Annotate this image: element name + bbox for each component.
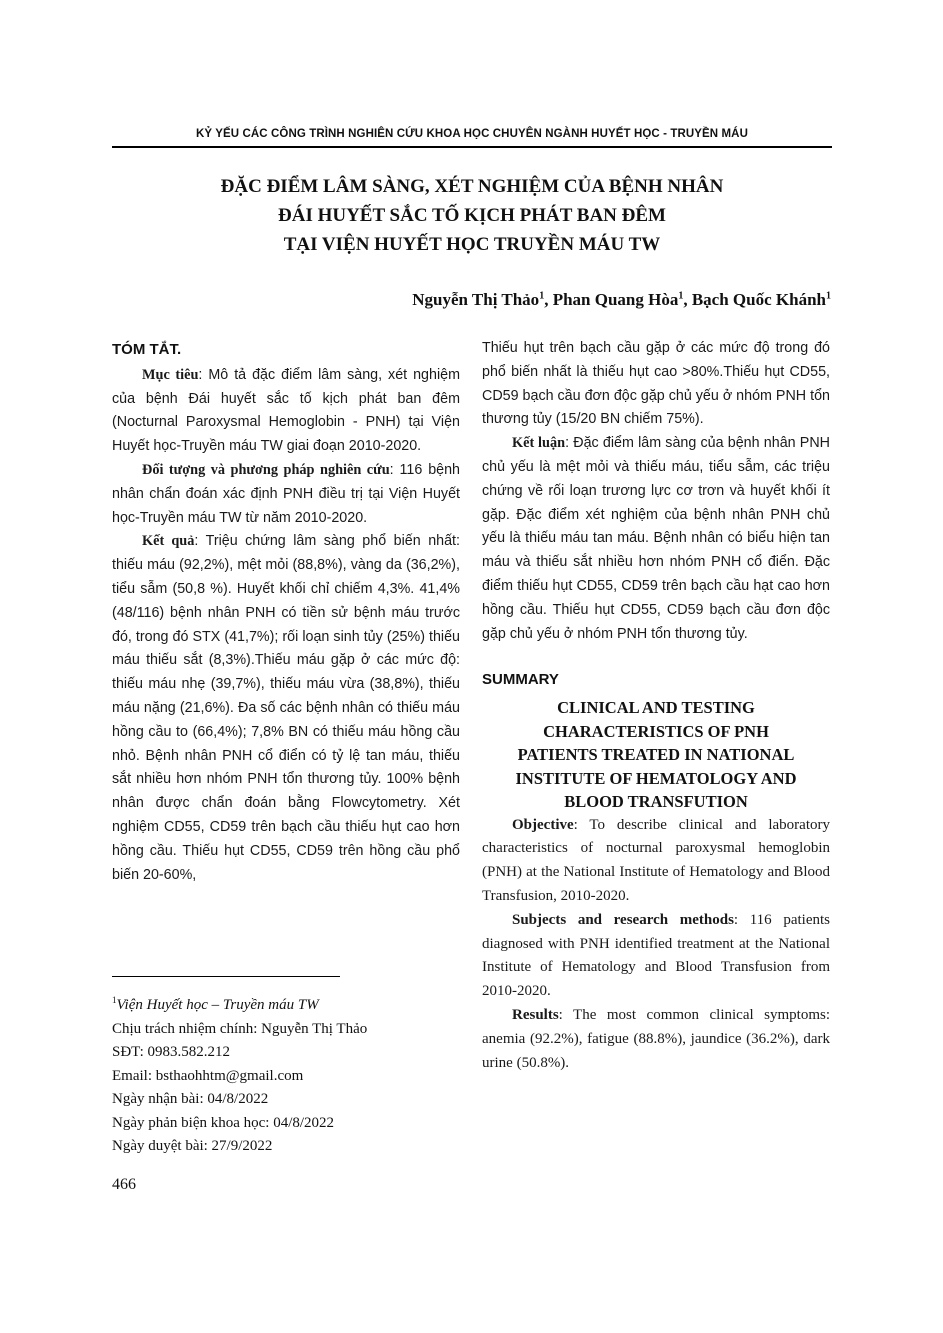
footnote-received: Ngày nhận bài: 04/8/2022	[112, 1091, 269, 1107]
summary-methods-text: : 116 patients diagnosed with PNH identified treatment at the National Institute of Hematology and Blood Transfusion from 2010-2020.	[482, 911, 830, 1000]
abstract-vi-results-continued: Thiếu hụt trên bạch cầu gặp ở các mức độ trong đó phổ biến nhất là thiếu hụt cao >80%.Thiếu hụt CD55, CD59 bạch cầu đơn độc gặp chủ yếu ở nhóm PNH tổn thương tủy (15/20 BN chiếm 75%).	[482, 340, 830, 428]
footnote-affiliation	[112, 989, 460, 1018]
results-label: Kết quả	[142, 533, 195, 550]
footnote-rule	[112, 976, 340, 977]
running-header: KỶ YẾU CÁC CÔNG TRÌNH NGHIÊN CỨU KHOA HỌC CHUYÊN NGÀNH HUYẾT HỌC - TRUYỀN MÁU	[195, 128, 748, 140]
footnote-affiliation-text: Viện Huyết học – Truyền máu TW	[116, 997, 319, 1013]
summary-methods-label: Subjects and research methods	[512, 911, 734, 928]
footnote-email: Email: bsthaohhtm@gmail.com	[112, 1067, 304, 1084]
abstract-vi-methods	[112, 459, 460, 530]
conclusion-label: Kết luận	[512, 435, 566, 452]
abstract-vi-results	[112, 530, 460, 887]
methods-label: Đối tượng và phương pháp nghiên cứu	[142, 461, 390, 478]
summary-title-line-1: CLINICAL AND TESTING	[557, 698, 755, 718]
conclusion-text: : Đặc điểm lâm sàng của bệnh nhân PNH chủ yếu là mệt mỏi và thiếu máu, tiểu sẫm, các triệu chứng về rối loạn trương lực cơ trơn và huyết khối ít gặp. Đặc điểm xét nghiệm của bệnh nhân PNH chủ yếu là thiếu máu tan máu. Bệnh nhân có biểu hiện tan máu và thiếu sắt nhiều hơn nhóm PNH cổ điển. Đặc điểm thiếu hụt CD55, CD59 trên bạch cầu hạt cao hơn hồng cầu. Thiếu hụt CD55, CD59 bạch cầu đơn độc gặp chủ yếu ở nhóm PNH tổn thương tủy.	[482, 435, 830, 642]
results-text: : Triệu chứng lâm sàng phổ biến nhất: thiếu máu (92,2%), mệt mỏi (88,8%), vàng da (36,2%), tiểu sẫm (50,8 %). Huyết khối chỉ chiếm 4,3%. 41,4% (48/116) bệnh nhân PNH có tiền sử bệnh máu trước đó, trong đó STX (41,7%); rối loạn sinh tủy (25%) thiếu máu thiếu sắt (8,3%).Thiếu máu gặp ở các mức độ: thiếu máu nhẹ (39,7%), thiếu máu vừa (38,8%), thiếu máu nặng (21,6%). Đa số các bệnh nhân có thiếu máu hồng cầu to (66,4%); 7,8% BN có thiếu máu hồng cầu nhỏ. Bệnh nhân PNH cổ điển có tỷ lệ tan máu, thiếu sắt nhiều hơn nhóm PNH tổn thương tủy. 100% bệnh nhân được chẩn đoán bằng Flowcytometry. Xét nghiệm CD55, CD59 trên bạch cầu thiếu hụt cao hơn hồng cầu. Thiếu hụt CD55, CD59 trên hồng cầu phổ biến 20-60%,	[112, 533, 460, 883]
abstract-vi-objective	[112, 364, 460, 459]
author-name: Nguyễn Thị Thảo	[412, 290, 540, 309]
summary-title	[482, 696, 830, 814]
abstract-vi-heading: TÓM TẮT.	[112, 341, 182, 358]
objective-text: : Mô tả đặc điểm lâm sàng, xét nghiệm của bệnh Đái huyết sắc tố kịch phát ban đêm (Nocturnal Paroxysmal Hemoglobin - PNH) tại Viện Huyết học-Truyền máu TW giai đoạn 2010-2020.	[112, 366, 460, 455]
author-separator: ,	[544, 290, 553, 309]
footnote-phone: SĐT: 0983.582.212	[112, 1044, 231, 1060]
footnote-affiliation-mark: 1	[112, 995, 117, 1005]
author-separator: ,	[683, 290, 692, 309]
summary-objective-text: : To describe clinical and laboratory characteristics of nocturnal paroxysmal hemoglobin (PNH) at the National Institute of Hematology and Blood Transfusion, 2010-2020.	[482, 816, 830, 905]
footnote-reviewed: Ngày phản biện khoa học: 04/8/2022	[112, 1114, 335, 1131]
title-line-3: TẠI VIỆN HUYẾT HỌC TRUYỀN MÁU TW	[283, 234, 661, 255]
article-title	[112, 172, 832, 259]
summary-title-line-5: BLOOD TRANSFUTION	[564, 792, 748, 812]
left-column	[112, 332, 460, 887]
summary-title-line-3: PATIENTS TREATED IN NATIONAL	[517, 745, 795, 765]
page-number: 466	[112, 1176, 136, 1193]
author-name: Bạch Quốc Khánh	[691, 290, 826, 309]
objective-label: Mục tiêu	[142, 366, 199, 383]
title-line-2: ĐÁI HUYẾT SẮC TỐ KỊCH PHÁT BAN ĐÊM	[278, 205, 666, 226]
summary-results-text: : The most common clinical symptoms: anemia (92.2%), fatigue (88.8%), jaundice (36.2%), dark urine (50.8%).	[482, 1007, 830, 1071]
title-line-1: ĐẶC ĐIỂM LÂM SÀNG, XÉT NGHIỆM CỦA BỆNH NHÂN	[220, 176, 724, 197]
summary-title-line-2: CHARACTERISTICS OF PNH	[543, 721, 769, 741]
footnote-responsible: Chịu trách nhiệm chính: Nguyễn Thị Thảo	[112, 1020, 368, 1037]
author-affiliation-mark: 1	[678, 290, 684, 302]
right-column	[482, 337, 830, 1075]
author-affiliation-mark: 1	[539, 290, 545, 302]
summary-methods	[482, 909, 830, 1004]
summary-title-line-4: INSTITUTE OF HEMATOLOGY AND	[515, 768, 797, 788]
summary-heading: SUMMARY	[482, 671, 559, 689]
abstract-vi-conclusion	[482, 432, 830, 646]
footnote-accepted: Ngày duyệt bài: 27/9/2022	[112, 1138, 273, 1154]
methods-text: : 116 bệnh nhân chẩn đoán xác định PNH điều trị tại Viện Huyết học-Truyền máu TW từ năm 2010-2020.	[112, 461, 460, 526]
summary-objective	[482, 814, 830, 909]
author-list	[412, 290, 831, 310]
summary-objective-label: Objective	[512, 816, 574, 833]
author-affiliation-mark: 1	[826, 290, 831, 302]
summary-results	[482, 1004, 830, 1075]
footnotes	[112, 989, 460, 1159]
header-rule	[112, 146, 832, 148]
summary-results-label: Results	[512, 1007, 559, 1024]
author-name: Phan Quang Hòa	[552, 290, 679, 309]
